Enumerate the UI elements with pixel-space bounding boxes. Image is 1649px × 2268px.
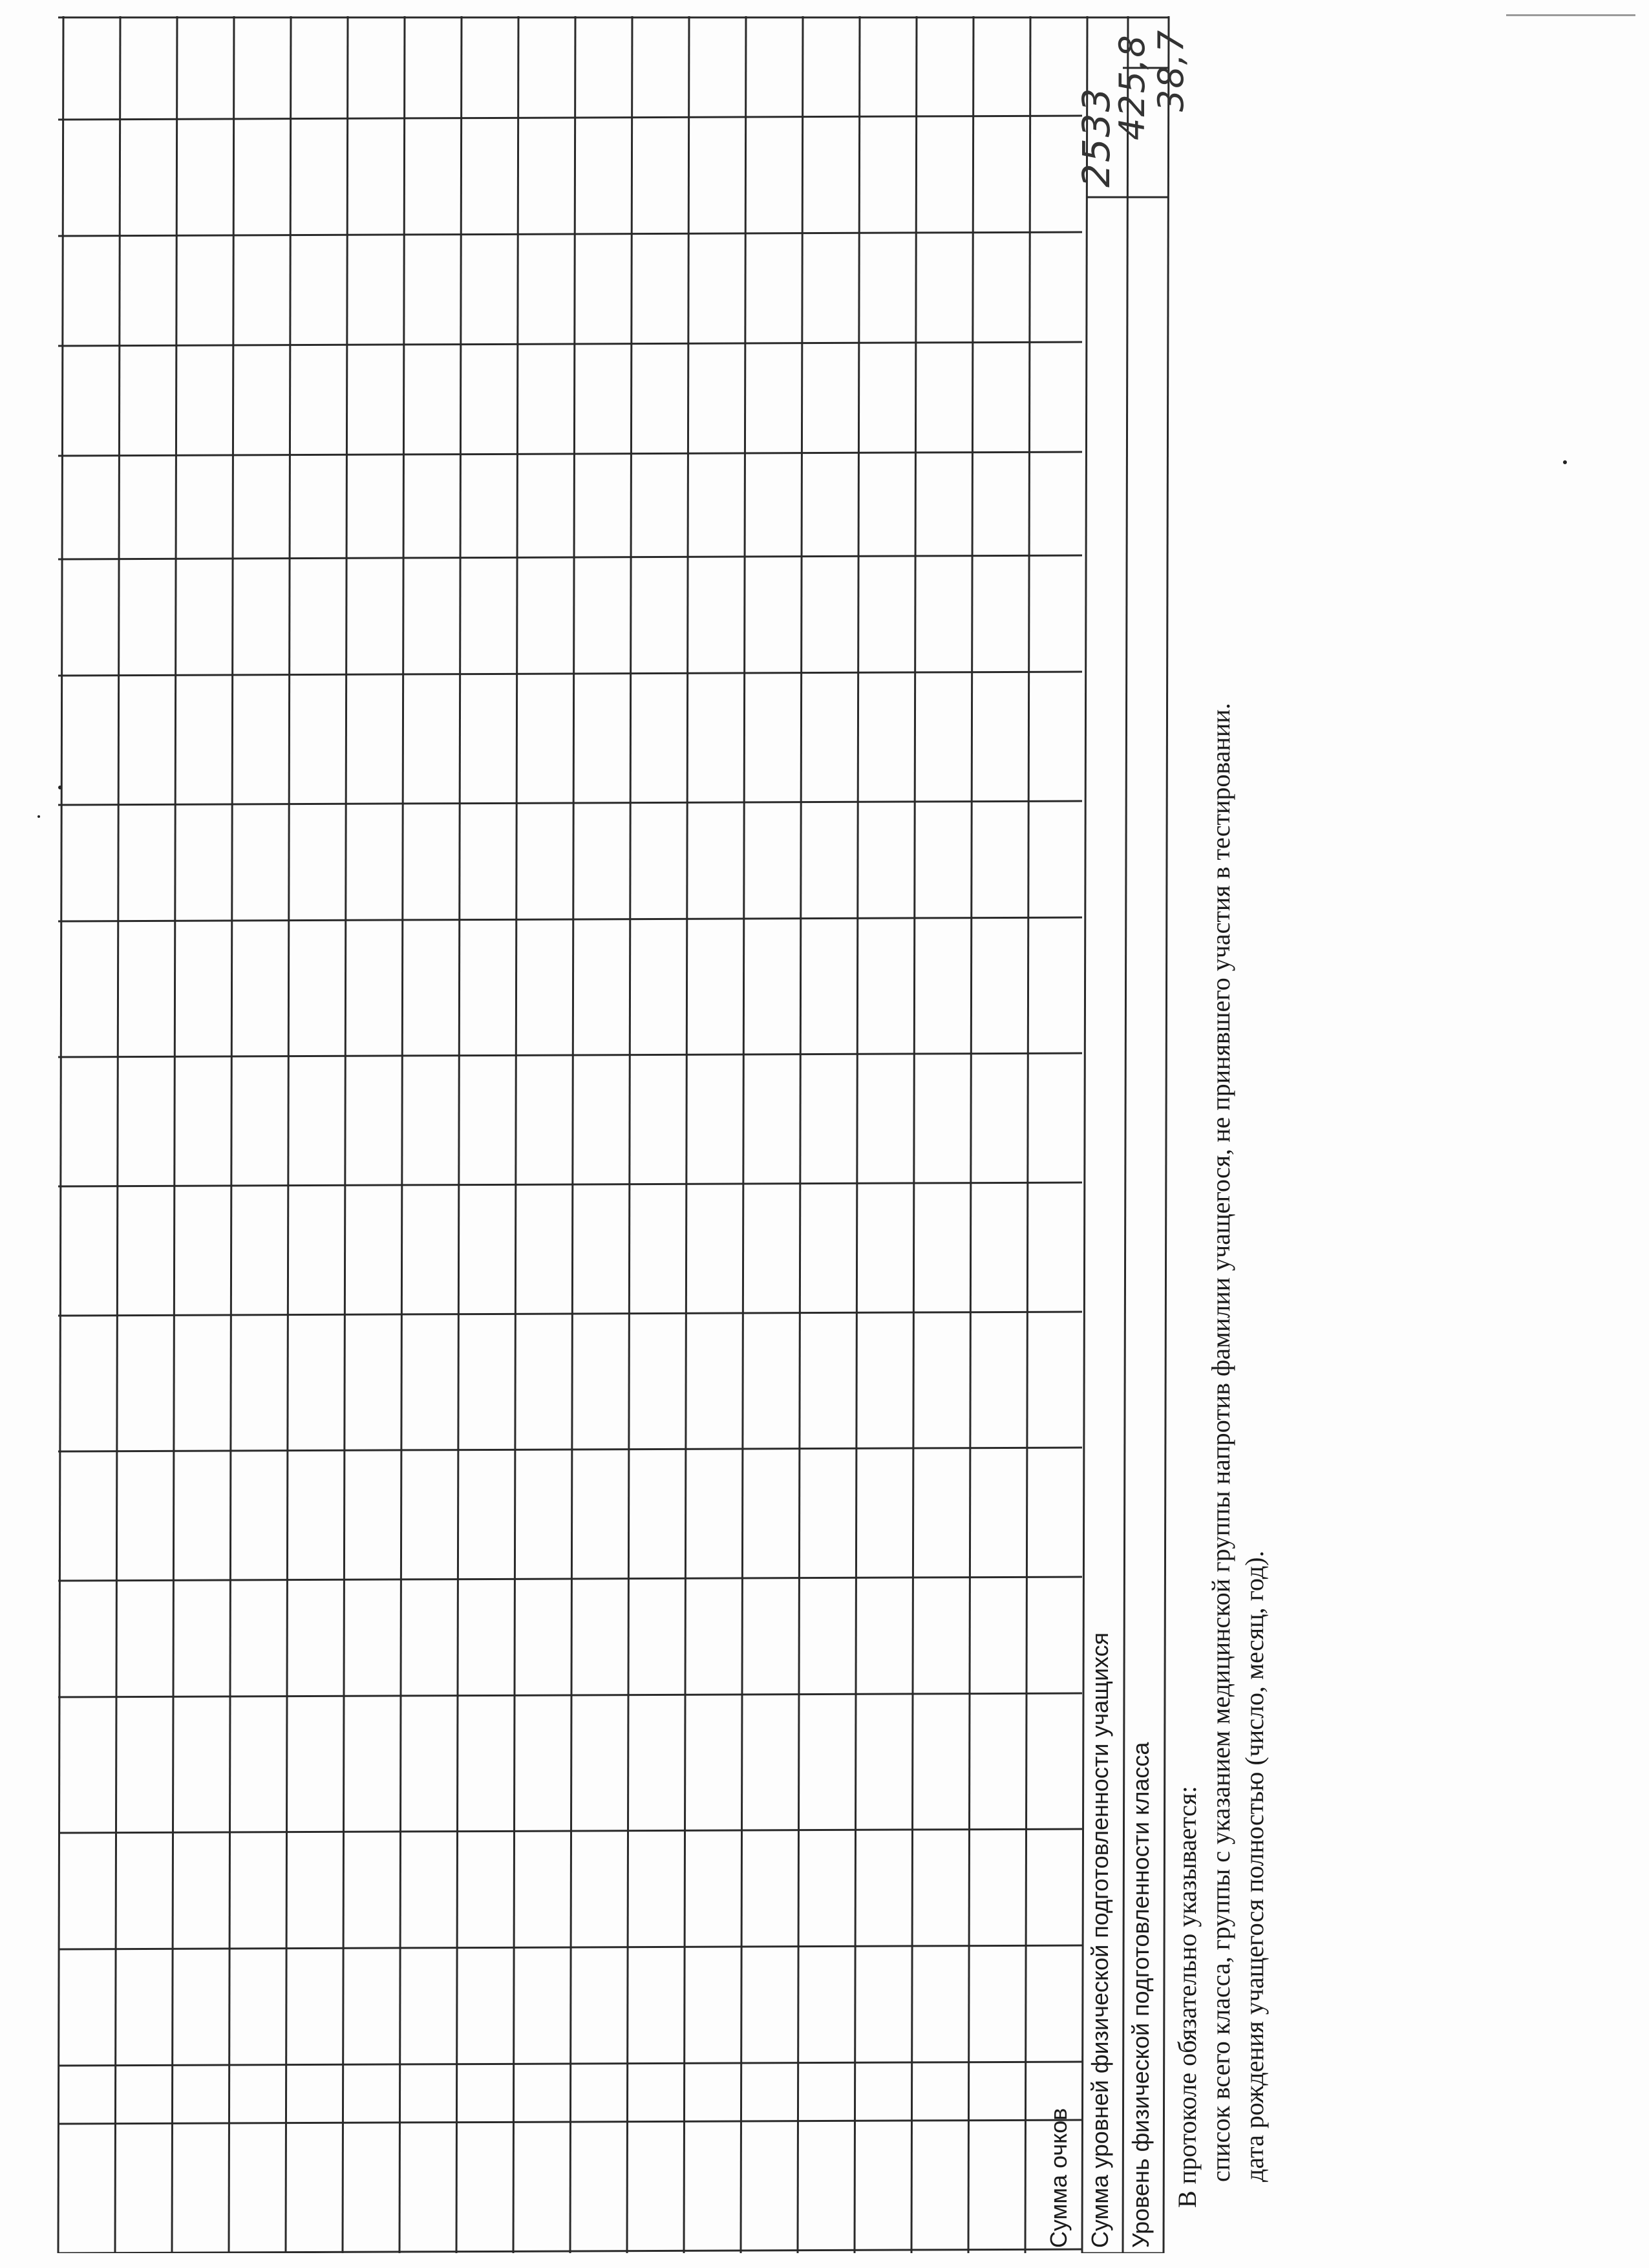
grid-column-line (513, 16, 518, 2253)
rotated-protocol-table (52, 16, 1345, 2253)
scan-edge-line (1506, 14, 1635, 16)
grid-row-line (58, 342, 1082, 346)
grid-row-line (58, 555, 1082, 559)
row-label-class-level: Уровень физической подготовленности класса (1127, 1742, 1154, 2248)
grid-row-line (58, 1053, 1082, 1057)
grid-column-line (741, 16, 746, 2253)
grid-row-line (58, 116, 1082, 120)
grid-row-line (58, 1829, 1082, 1833)
levels-sum-value: 2533 (1074, 87, 1118, 187)
notes-heading: В протоколе обязательно указывается: (1173, 1786, 1202, 2208)
notes-line-1: список всего класса, группы с указанием медицинской группы напротив фамилии учащегося, не принявшего участия в тестировании. (1206, 703, 1235, 2182)
grid-column-line (570, 16, 575, 2253)
scan-speck (1563, 460, 1567, 464)
grid-column-line (399, 16, 405, 2253)
row-label-levels-sum: Сумма уровней физической подготовленности учащихся (1087, 1632, 1113, 2248)
grid-column-line (456, 16, 462, 2253)
grid-row-line (58, 452, 1082, 456)
summary-row-line (1164, 16, 1169, 2253)
class-level-value: 425,8 (1112, 34, 1153, 140)
grid-row-line (58, 1312, 1082, 1316)
grid-column-line (855, 16, 860, 2253)
class-level-value-2: 38,7 (1151, 28, 1191, 112)
grid-row-line (58, 1693, 1082, 1697)
grid-row-line (58, 672, 1082, 676)
grid-column-line (286, 16, 291, 2253)
grid-column-line (172, 16, 177, 2253)
grid-row-line (58, 1577, 1082, 1581)
grid-column-line (1025, 16, 1030, 2253)
grid-column-line (968, 16, 973, 2253)
grid-row-line (58, 1182, 1082, 1186)
grid-column-line (229, 16, 234, 2253)
scan-speck (37, 815, 40, 818)
grid-row-line (58, 917, 1082, 921)
grid-row-line (58, 232, 1082, 236)
row-label-points-sum: Сумма очков (1045, 2108, 1072, 2248)
grid-column-line (911, 16, 917, 2253)
grid-row-line (58, 801, 1082, 805)
grid-column-line (798, 16, 803, 2253)
grid-column-line (115, 16, 120, 2253)
grid-column-line (343, 16, 348, 2253)
notes-line-2: дата рождения учащегося полностью (число, месяц, год). (1240, 1550, 1269, 2182)
grid-column-line (684, 16, 689, 2253)
grid-column-line (58, 16, 63, 2253)
grid-column-line (627, 16, 632, 2253)
grid-row-line (58, 1448, 1082, 1451)
